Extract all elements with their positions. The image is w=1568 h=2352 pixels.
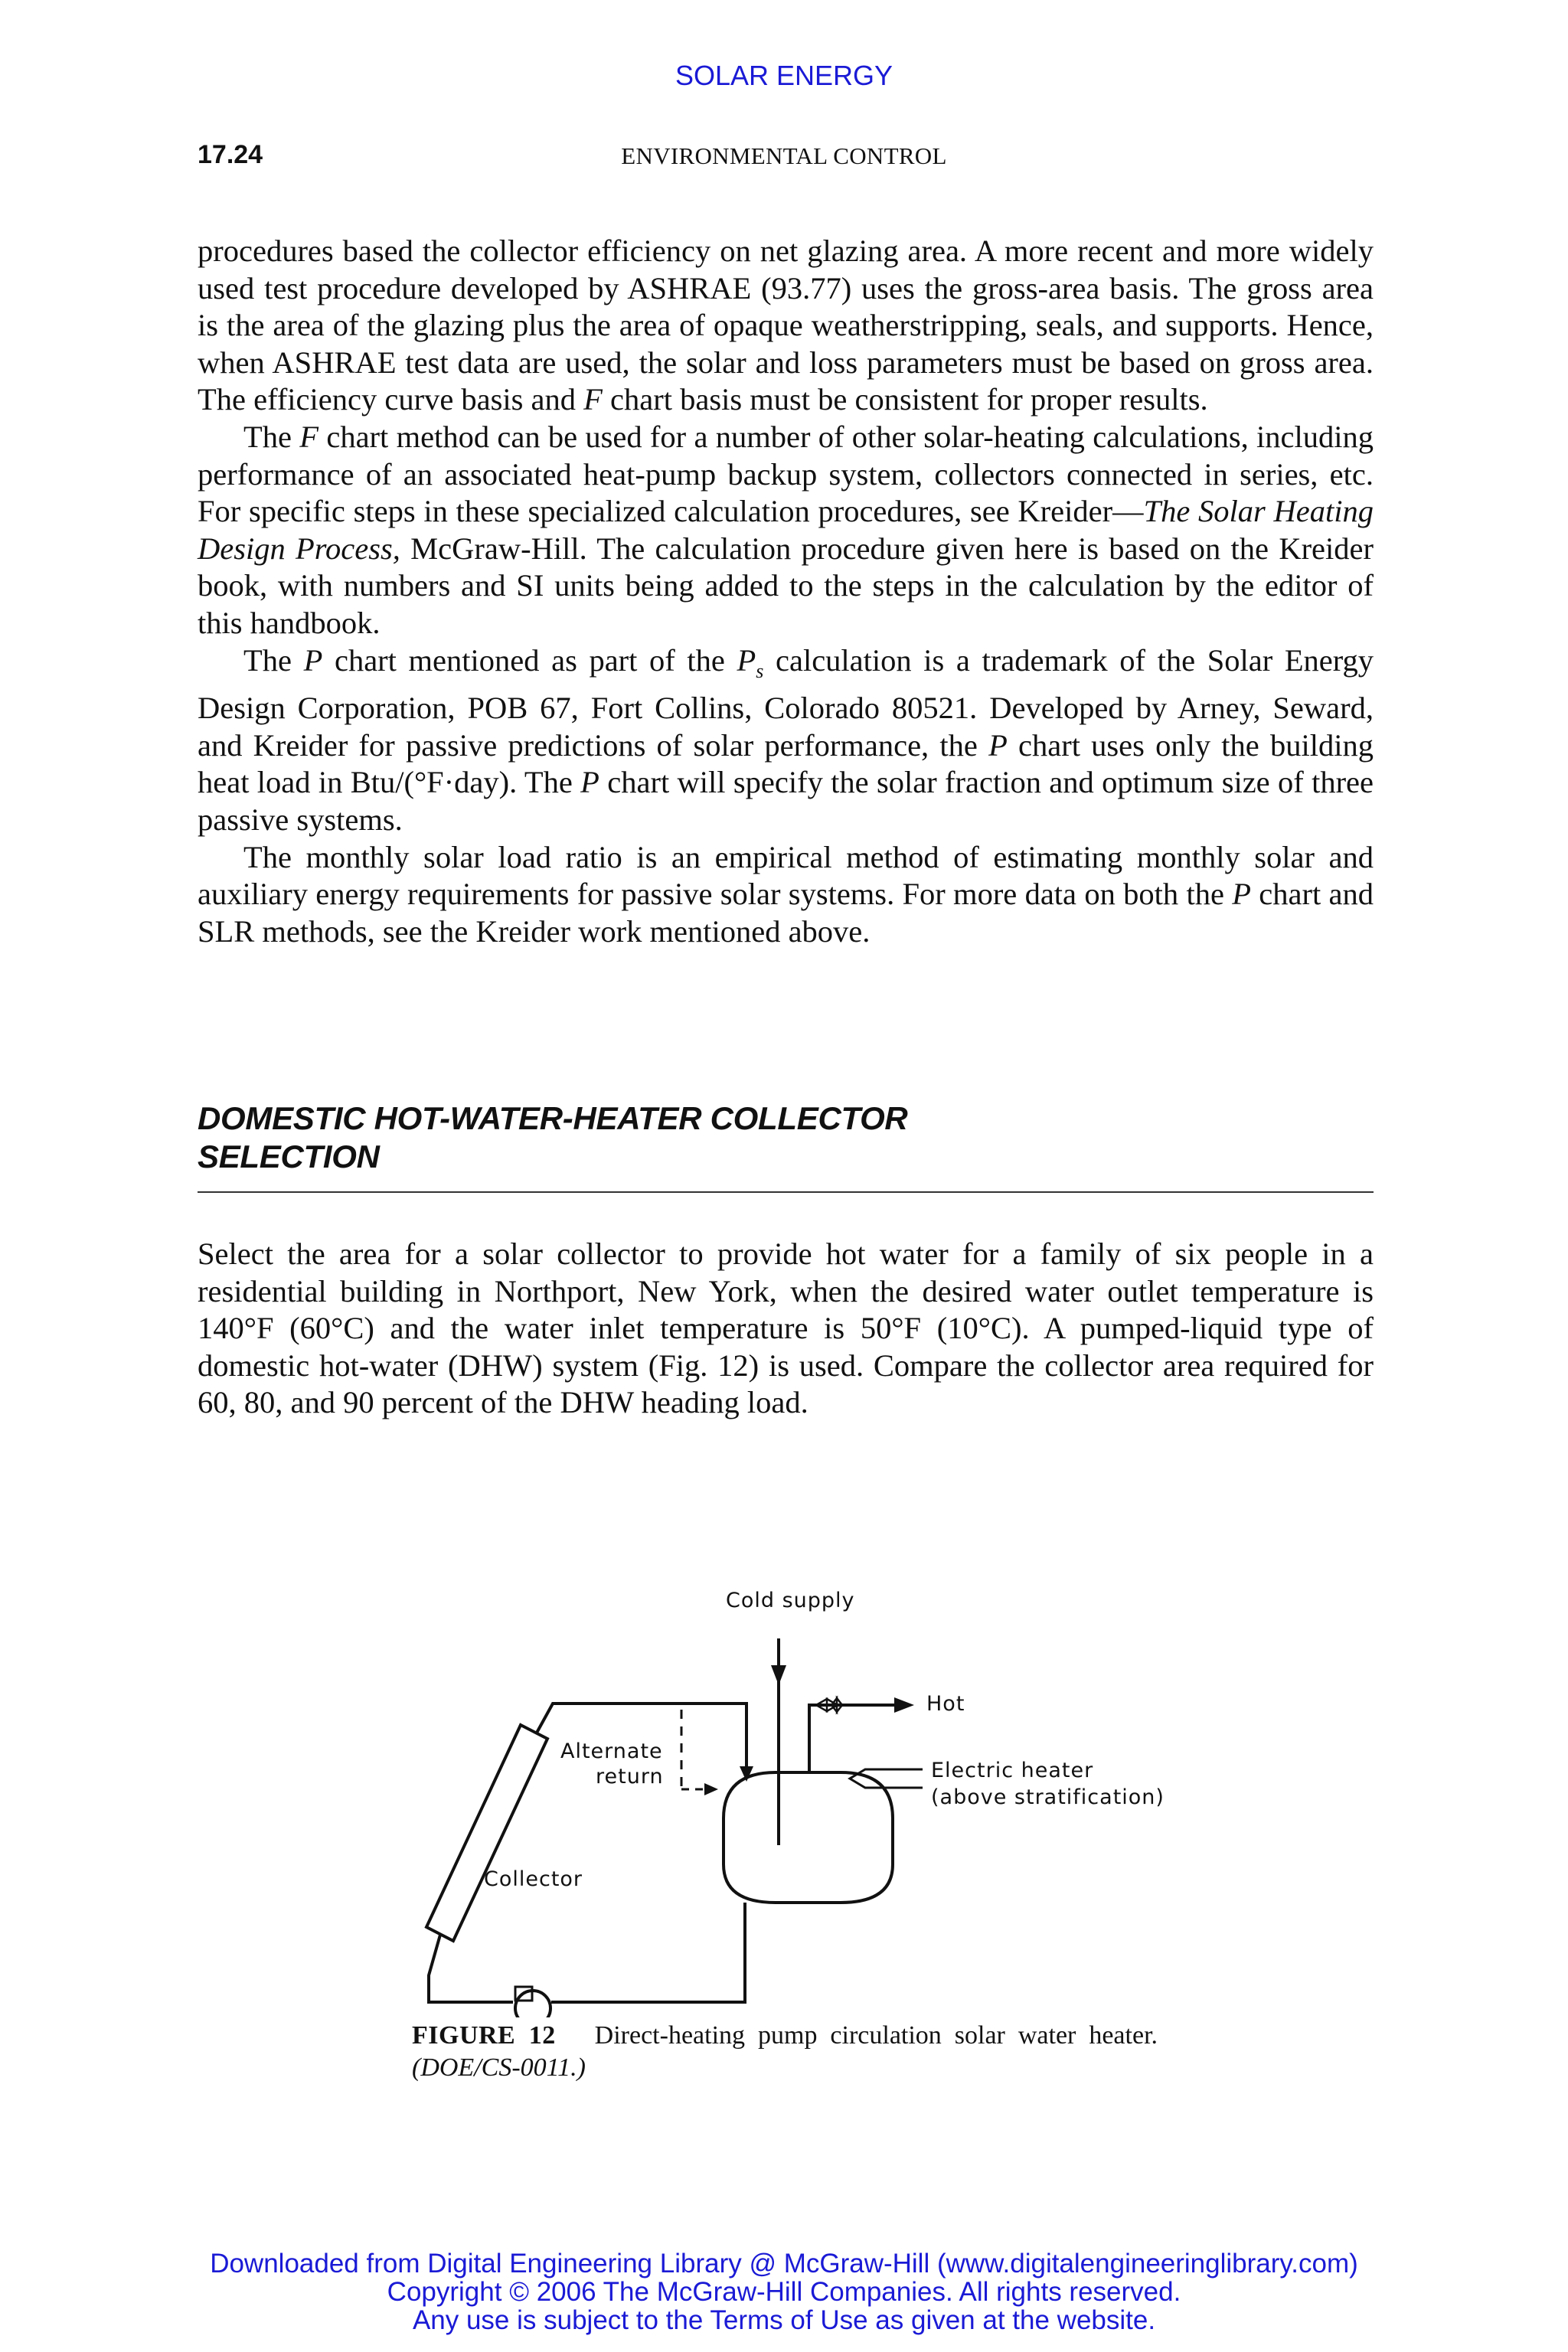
label-alternate: Alternate <box>560 1740 663 1763</box>
hot-outlet-pipe <box>809 1705 903 1772</box>
collector-return-pipe <box>429 1935 513 2002</box>
problem-statement <box>198 1236 1374 1422</box>
problem-paragraph: Select the area for a solar collector to provide hot water for a family of six people in a residential building in Northport, New York, when the desired water outlet temperature is 140°F (60°C) and the water inlet temperature is 50°F (10°C). A pumped-liquid type of domestic hot-water (DHW) system (Fig. 12) is used. Compare the collector area required for 60, 80, and 90 percent of the DHW heading load. <box>198 1236 1374 1420</box>
cold-supply-arrow-icon <box>771 1665 786 1685</box>
paragraph-3: The P chart mentioned as part of the $P_s$ calculation is a trademark of the Solar Energy Design Corporation, POB 67, Fort Collins, Colorado 80521. Developed by Arney, Seward, and Kreider for passive predictions of solar performance, the P chart uses only the building heat load in Btu/(°F·day). The P chart will specify the solar fraction and optimum size of three passive systems. <box>198 642 1374 837</box>
alternate-return-arrow-icon <box>704 1783 718 1795</box>
label-hot: Hot <box>926 1692 965 1716</box>
section-heading <box>198 1099 1374 1176</box>
storage-tank <box>724 1772 893 1903</box>
hot-arrow-icon <box>894 1697 914 1713</box>
body-text-top <box>198 233 1374 950</box>
paragraph-2: The F chart method can be used for a number of other solar-heating calculations, including performance of an associated heat-pump backup system, collectors connected in series, etc. For specific steps in these specialized calculation procedures, see Kreider—The Solar Heating Design Process, McGraw-Hill. The calculation procedure given here is based on the Kreider book, with numbers and SI units being added to the steps in the calculation by the editor of this handbook. <box>198 419 1374 640</box>
caption-text: Direct-heating pump circulation solar water heater. <box>594 2021 1158 2050</box>
figure-number: FIGURE 12 <box>412 2021 556 2050</box>
section-rule <box>198 1191 1374 1193</box>
caption-source: (DOE/CS-0011.) <box>412 2053 586 2082</box>
label-cold-supply: Cold supply <box>726 1589 855 1612</box>
pump-to-tank-pipe <box>551 1903 745 2002</box>
electric-heater-element <box>850 1769 923 1788</box>
footer-download-link[interactable]: Downloaded from Digital Engineering Library @ McGraw-Hill (www.digitalengineeringlibrary.com) <box>210 2249 1358 2278</box>
label-return: return <box>596 1765 664 1788</box>
figure-12-diagram <box>398 1589 1187 2017</box>
footer <box>0 2249 1568 2334</box>
label-above-stratification: (above stratification) <box>931 1785 1165 1809</box>
section-heading-line-2: SELECTION <box>198 1138 380 1174</box>
figure-caption <box>412 2020 1158 2084</box>
solar-energy-link[interactable]: SOLAR ENERGY <box>675 60 893 91</box>
footer-copyright: Copyright © 2006 The McGraw-Hill Companies. All rights reserved. <box>387 2277 1181 2307</box>
section-heading-line-1: DOMESTIC HOT-WATER-HEATER COLLECTOR <box>198 1100 908 1136</box>
paragraph-1: procedures based the collector efficiency on net glazing area. A more recent and more widely used test procedure developed by ASHRAE (93.77) uses the gross-area basis. The gross area is the area of the glazing plus the area of opaque weatherstripping, seals, and supports. Hence, when ASHRAE test data are used, the solar and loss parameters must be based on gross area. The efficiency curve basis and F chart basis must be consistent for proper results. <box>198 234 1374 417</box>
collector-panel <box>426 1725 547 1941</box>
label-electric-heater: Electric heater <box>931 1759 1094 1782</box>
label-collector: Collector <box>484 1867 583 1891</box>
running-head: ENVIRONMENTAL CONTROL <box>621 142 947 169</box>
page-number: 17.24 <box>198 140 263 169</box>
paragraph-4: The monthly solar load ratio is an empirical method of estimating monthly solar and auxiliary energy requirements for passive solar systems. For more data on both the P chart and SLR methods, see the Kreider work mentioned above. <box>198 839 1374 949</box>
footer-terms-link[interactable]: Any use is subject to the Terms of Use as given at the website. <box>412 2305 1156 2335</box>
